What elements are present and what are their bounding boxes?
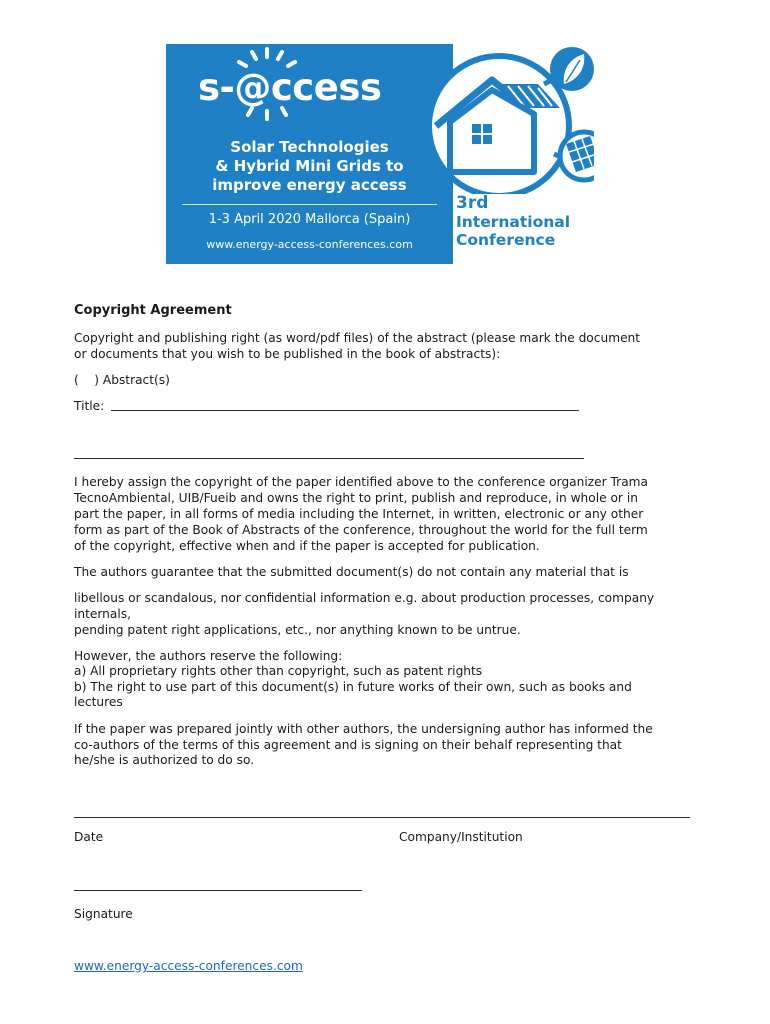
joint-line: he/she is authorized to do so. <box>74 753 255 767</box>
page-title: Copyright Agreement <box>74 303 232 318</box>
subtitle-line: & Hybrid Mini Grids to <box>215 157 404 175</box>
joint-line: If the paper was prepared jointly with other authors, the undersigning author has informed the <box>74 722 653 736</box>
footer-link[interactable]: www.energy-access-conferences.com <box>74 959 303 973</box>
date-company-input-line[interactable] <box>74 817 690 818</box>
title-input-line[interactable] <box>111 410 579 411</box>
title-input-line-2[interactable] <box>74 458 584 459</box>
reserve-line: b) The right to use part of this document(s) in future works of their own, such as books and <box>74 680 632 694</box>
company-label: Company/Institution <box>399 830 523 844</box>
banner-subtitle <box>166 138 453 195</box>
reserve-line: a) All proprietary rights other than copyright, such as patent rights <box>74 664 483 678</box>
subtitle-line: improve energy access <box>212 176 407 194</box>
logo-text: s-@ccess <box>198 66 382 109</box>
guarantee-line: The authors guarantee that the submitted document(s) do not contain any material that is <box>74 565 629 579</box>
assign-line: of the copyright, effective when and if the paper is accepted for publication. <box>74 539 540 553</box>
conference-ordinal: 3rd <box>456 193 489 213</box>
signature-input-line[interactable] <box>74 890 362 891</box>
date-label: Date <box>74 830 104 844</box>
banner-divider <box>182 204 437 205</box>
banner-url: www.energy-access-conferences.com <box>206 238 413 251</box>
signature-label: Signature <box>74 907 133 921</box>
conference-banner <box>166 44 594 264</box>
joint-line: co-authors of the terms of this agreement and is signing on their behalf representing that <box>74 738 622 752</box>
libel-line: pending patent right applications, etc., nor anything known to be untrue. <box>74 623 521 637</box>
assign-line: TecnoAmbiental, UIB/Fueib and owns the right to print, publish and reproduce, in whole or in <box>74 491 638 505</box>
house-graphic <box>414 44 594 194</box>
conference-word: International <box>456 212 571 231</box>
conference-label <box>456 194 588 250</box>
reserve-line: lectures <box>74 695 123 709</box>
subtitle-line: Solar Technologies <box>230 138 389 156</box>
assign-line: I hereby assign the copyright of the paper identified above to the conference organizer Trama <box>74 475 649 489</box>
intro-line: Copyright and publishing right (as word/pdf files) of the abstract (please mark the document <box>74 331 641 345</box>
assign-line: form as part of the Book of Abstracts of the conference, throughout the world for the full term <box>74 523 648 537</box>
intro-line: or documents that you wish to be published in the book of abstracts): <box>74 347 501 361</box>
libel-line: internals, <box>74 607 131 621</box>
assign-line: part the paper, in all forms of media including the Internet, in written, electronic or any other <box>74 507 644 521</box>
abstract-checkbox-option[interactable]: ( ) Abstract(s) <box>74 373 170 387</box>
libel-line: libellous or scandalous, nor confidential information e.g. about production processes, company <box>74 591 655 605</box>
reserve-line: However, the authors reserve the following: <box>74 649 343 663</box>
banner-dates: 1-3 April 2020 Mallorca (Spain) <box>208 212 411 227</box>
title-label: Title: <box>74 399 105 413</box>
conference-word: Conference <box>456 231 556 249</box>
